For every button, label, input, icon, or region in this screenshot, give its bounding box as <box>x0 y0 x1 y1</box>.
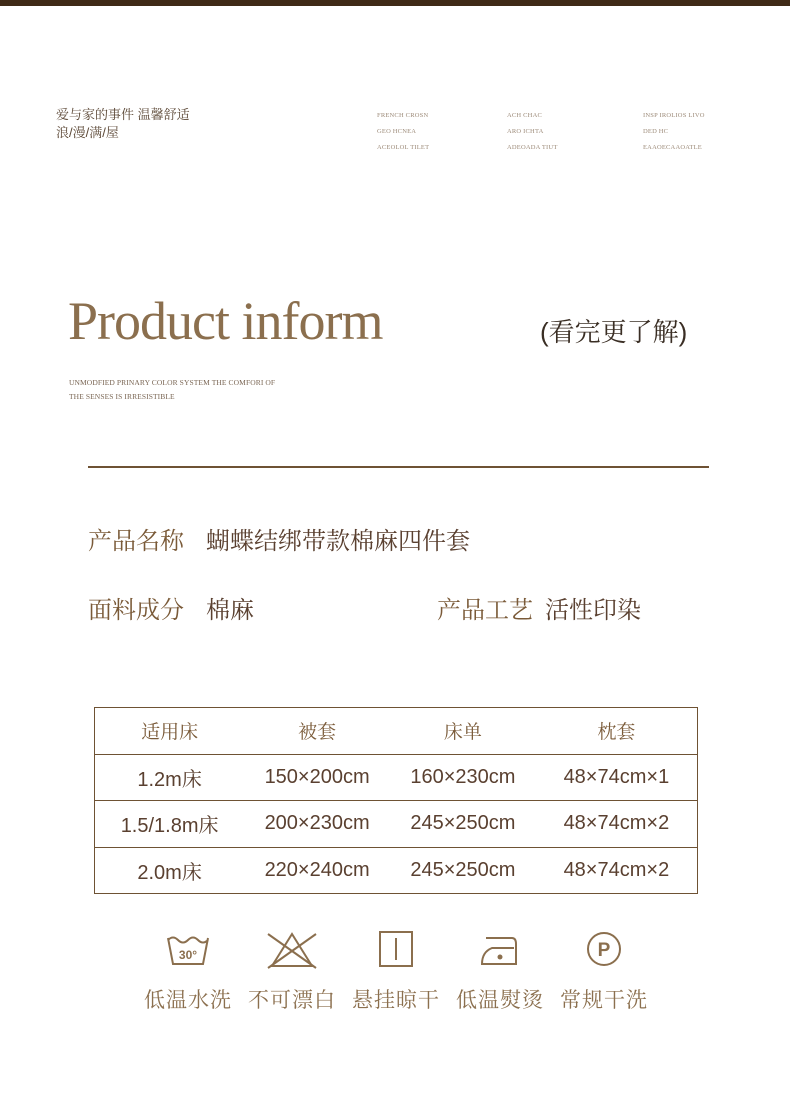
decorative-text: GEO HCNEA <box>377 128 417 135</box>
spec-value: 棉麻 <box>206 597 254 624</box>
wash-temp-text: 30° <box>178 948 198 962</box>
decorative-text: ACH CHAC <box>507 112 543 119</box>
table-row <box>95 801 698 848</box>
table-header-row <box>95 708 698 755</box>
table-cell: 48×74cm×1 <box>536 754 698 801</box>
table-cell: 1.5/1.8m床 <box>95 801 245 848</box>
read-more-hint: (看完更了解) <box>540 317 688 347</box>
decorative-text-col-3 <box>643 108 705 156</box>
product-info-title: Product inform <box>68 291 383 351</box>
spec-product-name <box>88 521 470 556</box>
care-item-iron <box>452 928 548 1014</box>
care-label: 低温水洗 <box>144 989 232 1012</box>
table-cell: 160×230cm <box>390 754 536 801</box>
spec-fabric <box>88 590 254 625</box>
tagline <box>56 106 190 142</box>
top-bar <box>0 0 790 6</box>
spec-value: 蝴蝶结绑带款棉麻四件套 <box>206 528 470 555</box>
table-header: 枕套 <box>536 708 698 755</box>
decorative-text: DED HC <box>643 128 669 135</box>
care-label: 不可漂白 <box>248 989 336 1012</box>
tagline-line1: 爱与家的事件 温馨舒适 <box>56 107 190 122</box>
wash-30-icon <box>164 928 212 972</box>
decorative-text: EAAOECAAOATLE <box>643 144 702 151</box>
decorative-text-columns <box>377 108 717 158</box>
spec-label: 面料成分 <box>88 597 184 624</box>
table-header: 床单 <box>390 708 536 755</box>
table-header: 适用床 <box>95 708 245 755</box>
decorative-text-col-1 <box>377 108 429 156</box>
size-table <box>94 707 698 894</box>
dry-clean-p-icon <box>582 928 626 972</box>
care-item-bleach <box>244 928 340 1014</box>
table-cell: 150×200cm <box>244 754 390 801</box>
no-bleach-icon <box>264 928 320 972</box>
tagline-line2: 浪/漫/满/屋 <box>56 125 119 140</box>
table-cell: 48×74cm×2 <box>563 858 670 881</box>
care-instructions <box>140 928 660 1018</box>
section-divider <box>88 466 709 468</box>
english-subtitle <box>69 376 275 404</box>
decorative-text: ADEOADA TIUT <box>507 144 558 151</box>
decorative-text: ARO ICHTA <box>507 128 544 135</box>
care-label: 常规干洗 <box>560 989 648 1012</box>
care-item-dry-clean <box>556 928 652 1014</box>
decorative-text-col-2 <box>507 108 557 156</box>
care-item-wash <box>140 928 236 1014</box>
table-cell: 200×230cm <box>244 801 390 848</box>
dry-clean-letter: P <box>597 940 611 961</box>
table-header: 被套 <box>244 708 390 755</box>
table-row <box>95 754 698 801</box>
decorative-text: FRENCH CROSN <box>377 112 429 119</box>
english-subtitle-line2: THE SENSES IS IRRESISTIBLE <box>69 392 175 401</box>
decorative-text: INSP IROLIOS LIVO <box>643 112 705 119</box>
spec-value: 活性印染 <box>545 597 641 624</box>
spec-label: 产品名称 <box>88 528 184 555</box>
english-subtitle-line1: UNMODFIED PRINARY COLOR SYSTEM THE COMFORI OF <box>69 378 276 387</box>
table-cell: 2.0m床 <box>137 861 202 884</box>
table-cell: 245×250cm <box>410 858 516 881</box>
hang-dry-icon <box>374 928 418 972</box>
table-row <box>95 847 698 894</box>
table-cell: 1.2m床 <box>95 754 245 801</box>
table-cell: 245×250cm <box>390 801 536 848</box>
table-cell: 220×240cm <box>264 858 370 881</box>
decorative-text: ACEOLOL TILET <box>377 144 430 151</box>
table-cell: 48×74cm×2 <box>536 801 698 848</box>
spec-process <box>437 590 641 625</box>
care-label: 低温熨烫 <box>456 989 544 1012</box>
spec-label: 产品工艺 <box>437 597 533 624</box>
iron-low-icon <box>476 928 524 972</box>
care-item-hang-dry <box>348 928 444 1014</box>
care-label: 悬挂晾干 <box>352 989 440 1012</box>
